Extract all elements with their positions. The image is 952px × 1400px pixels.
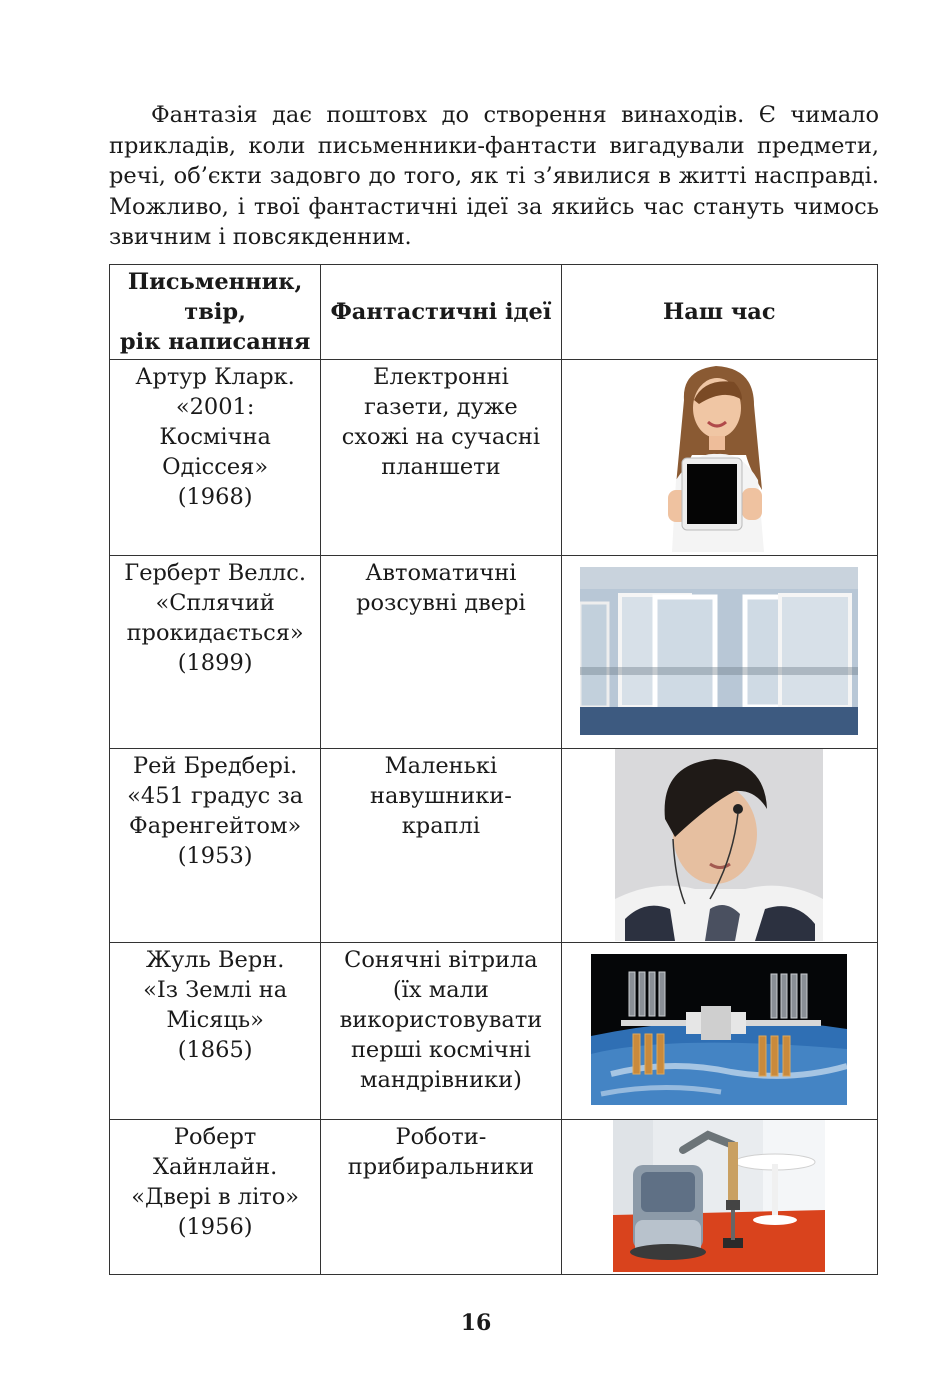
image-cell: [561, 749, 877, 943]
image-cell: [561, 1120, 877, 1275]
header-ideas: Фантастичні ідеї: [321, 265, 561, 360]
table-row: [110, 556, 878, 749]
author-cell: Жуль Верн. «Із Землі на Місяць» (1865): [110, 943, 321, 1120]
page-number: 16: [460, 1310, 492, 1336]
image-cell: [561, 556, 877, 749]
idea-cell: Електронні газети, дуже схожі на сучасні планшети: [321, 360, 561, 556]
automatic-sliding-doors-photo: [580, 567, 858, 735]
intro-paragraph: Фантазія дає поштовх до створення винаходів. Є чимало прикладів, коли письменники-фантасти вигадували предмети, речі, об’єкти задовго до того, як ті з’явилися в житті насправді. Можливо, і твої фантастичні ідеї за якийсь час стануть чимось звичним і повсякденним.: [109, 102, 879, 250]
man-with-earbuds-photo: [615, 749, 823, 941]
cleaning-robot-photo: [613, 1120, 825, 1272]
author-cell: Герберт Веллс. «Сплячий прокидається» (1899): [110, 556, 321, 749]
idea-cell: Роботи- прибиральники: [321, 1120, 561, 1275]
idea-cell: Сонячні вітрила (їх мали використовувати перші космічні мандрівники): [321, 943, 561, 1120]
table-row: [110, 943, 878, 1120]
header-author: Письменник, твір, рік написання: [110, 265, 321, 360]
author-cell: Артур Кларк. «2001: Космічна Одіссея» (1968): [110, 360, 321, 556]
girl-with-tablet-photo: [654, 360, 784, 552]
table-row: [110, 749, 878, 943]
table-header-row: [110, 265, 878, 360]
idea-cell: Маленькі навушники- краплі: [321, 749, 561, 943]
image-cell: [561, 943, 877, 1120]
idea-cell: Автоматичні розсувні двері: [321, 556, 561, 749]
image-cell: [561, 360, 877, 556]
inventions-table: [109, 264, 878, 1275]
table-row: [110, 1120, 878, 1275]
table-row: [110, 360, 878, 556]
space-station-photo: [591, 954, 847, 1105]
author-cell: Рей Бредбері. «451 градус за Фаренгейтом» (1953): [110, 749, 321, 943]
author-cell: Роберт Хайнлайн. «Двері в літо» (1956): [110, 1120, 321, 1275]
header-today: Наш час: [561, 265, 877, 360]
